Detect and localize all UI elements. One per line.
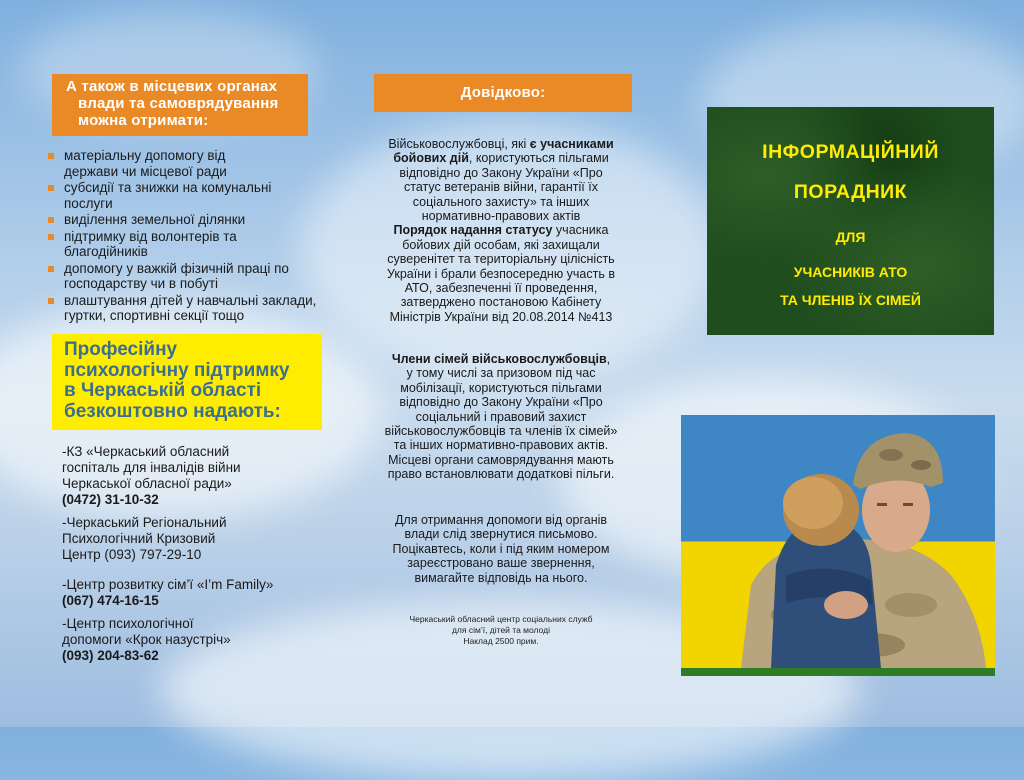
support-line: в Черкаській області: [64, 380, 262, 401]
bullet-square-icon: [48, 153, 54, 159]
bullet-square-icon: [48, 298, 54, 304]
bullet-square-icon: [48, 185, 54, 191]
list-item: виділення земельної ділянки: [46, 212, 346, 228]
header-line: А також в місцевих органах: [66, 78, 278, 95]
contact-crisis-center: -Черкаський Регіональний Психологічний Кризовий Центр (093) 797-29-10: [62, 515, 227, 562]
title-line: ДЛЯ: [835, 229, 866, 245]
benefits-list: [46, 148, 346, 325]
local-authorities-header: [52, 74, 308, 136]
phone-number: (0472) 31-10-32: [62, 492, 159, 507]
soldier-hug-illustration: [681, 415, 995, 668]
support-line: безкоштовно надають:: [64, 400, 281, 422]
list-item: влаштування дітей у навчальні заклади, гуртки, спортивні секції тощо: [46, 293, 346, 324]
publisher-footer: Черкаський обласний центр соціальних служб для сім’ї, дітей та молоді Наклад 2500 прим.: [409, 614, 593, 646]
contact-hospital: -КЗ «Черкаський обласний госпіталь для інвалідів війни Черкаської обласної ради» (0472) 31-10-32: [62, 444, 322, 508]
contact-family-center: -Центр розвитку сім’ї «I’m Family» (067) 474-16-15: [62, 577, 322, 609]
list-item: субсидії та знижки на комунальні послуги: [46, 180, 346, 211]
reference-header: Довідково:: [374, 74, 632, 112]
title-line: ІНФОРМАЦІЙНИЙ: [762, 141, 939, 163]
header-line: можна отримати:: [78, 112, 209, 129]
list-item: матеріальну допомогу від держави чи місцевої ради: [46, 148, 346, 179]
support-line: психологічну підтримку: [64, 359, 290, 381]
title-line: ТА ЧЛЕНІВ ЇХ СІМЕЙ: [780, 292, 921, 308]
how-to-apply-paragraph: Для отримання допомоги від органів влади слід звернутися письмово. Поцікавтесь, коли і під яким номером зареєстровано ваше звернення, вимагайте відповідь на нього.: [392, 513, 610, 585]
veterans-status-paragraph: Військовослужбовці, які є учасниками бойових дій, користуються пільгами відповідно до Закону України «Про статус ветеранів війни, гарантії їх соціального захисту» та інших нормативно-правових актів Порядок надання статусу учасника бойових дій особам, які захищали суверенітет та територіальну цілісність України і брали безпосередню участь в АТО, забезпеченні її проведення, затверджено постановою Кабінету Міністрів України від 20.08.2014 №413: [387, 137, 615, 324]
title-line: ПОРАДНИК: [793, 181, 908, 203]
bullet-square-icon: [48, 234, 54, 240]
header-line: влади та самоврядування: [78, 95, 279, 112]
list-item: допомогу у важкій фізичній праці по господарству чи в побуті: [46, 261, 346, 292]
bullet-square-icon: [48, 266, 54, 272]
soldier-hugging-child-photo: [681, 415, 995, 668]
support-line: Професійну: [64, 339, 178, 360]
title-line: УЧАСНИКІВ АТО: [793, 264, 908, 280]
phone-number: (093) 204-83-62: [62, 648, 159, 663]
contact-help-center: -Центр психологічної допомоги «Крок назустріч» (093) 204-83-62: [62, 616, 322, 664]
bullet-square-icon: [48, 217, 54, 223]
green-stripe: [681, 668, 995, 676]
brochure-title-box: [707, 107, 994, 335]
list-item: підтримку від волонтерів та благодійників: [46, 229, 346, 260]
psychological-support-box: [52, 334, 322, 430]
family-members-paragraph: Члени сімей військовослужбовців, у тому числі за призовом під час мобілізації, користуються пільгами відповідно до Закону України «Про соціальний і правовий захист військовослужбовців та членів їх сімей» та інших нормативно-правових актів. Місцеві органи самоврядування мають право встановлювати додаткові пільги.: [384, 352, 618, 482]
phone-number: (067) 474-16-15: [62, 593, 159, 608]
